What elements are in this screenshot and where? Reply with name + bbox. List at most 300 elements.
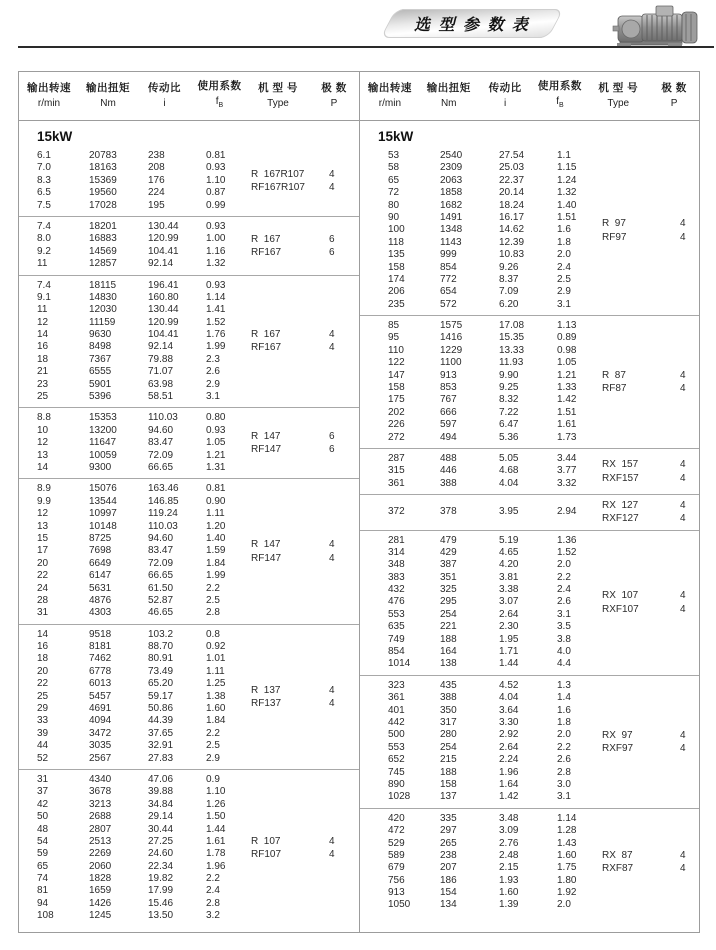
table-body-right — [360, 121, 699, 932]
factor-cell: 2.8 — [206, 897, 220, 909]
speed-cell: 135 — [388, 249, 405, 261]
torque-cell: 12857 — [89, 258, 117, 270]
table-row — [37, 595, 251, 607]
model-cell: R 167 — [251, 329, 281, 341]
speed-cell: 11 — [37, 258, 48, 270]
table-row — [37, 786, 251, 798]
speed-cell: 110 — [388, 344, 404, 356]
table-row — [388, 162, 602, 174]
ratio-cell: 79.88 — [148, 353, 174, 365]
torque-cell: 6778 — [89, 665, 112, 677]
factor-cell: 2.4 — [557, 584, 571, 596]
ratio-cell: 44.39 — [148, 715, 174, 727]
speed-cell: 529 — [388, 837, 405, 849]
factor-cell: 3.77 — [557, 465, 577, 477]
header-zh-label: 机 型 号 — [598, 82, 639, 94]
page-title: 选 型 参 数 表 — [414, 17, 530, 34]
torque-cell: 137 — [440, 791, 457, 803]
ratio-cell: 39.88 — [148, 786, 174, 798]
pole-cell: 6 — [329, 444, 335, 456]
torque-cell: 215 — [440, 754, 457, 766]
speed-cell: 476 — [388, 596, 405, 608]
model-pole-line — [251, 233, 359, 246]
table-body-left — [19, 121, 359, 932]
speed-cell: 9.2 — [37, 245, 51, 257]
torque-cell: 15353 — [89, 412, 117, 424]
torque-cell: 1143 — [440, 236, 462, 248]
torque-cell: 265 — [440, 837, 457, 849]
table-row — [37, 366, 251, 378]
table-row — [37, 175, 251, 187]
model-cell: RF167R107 — [251, 181, 305, 193]
model-pole-block — [602, 369, 710, 395]
table-row — [37, 200, 251, 212]
ratio-cell: 10.83 — [499, 249, 525, 261]
model-pole-block — [251, 684, 359, 710]
pole-cell: 4 — [329, 552, 335, 564]
speed-cell: 58 — [388, 162, 400, 174]
ratio-cell: 4.68 — [499, 465, 519, 477]
table-row — [37, 691, 251, 703]
model-cell: R 167 — [251, 233, 281, 245]
table-row — [388, 850, 602, 862]
speed-cell: 8.0 — [37, 233, 51, 245]
ratio-cell: 1.60 — [499, 887, 519, 899]
group-rows — [19, 221, 251, 271]
torque-cell: 9630 — [89, 329, 112, 341]
factor-cell: 2.2 — [206, 873, 220, 885]
pole-cell: 4 — [329, 181, 335, 193]
model-pole-line — [602, 849, 710, 862]
table-row — [388, 299, 602, 311]
table-row — [388, 432, 602, 444]
torque-cell: 7698 — [89, 545, 112, 557]
speed-cell: 175 — [388, 394, 405, 406]
pole-cell: 4 — [680, 459, 686, 471]
ratio-cell: 92.14 — [148, 258, 174, 270]
factor-cell: 1.52 — [557, 546, 577, 558]
table-group — [360, 808, 699, 916]
ratio-cell: 1.42 — [499, 791, 519, 803]
ratio-cell: 22.37 — [499, 174, 525, 186]
factor-cell: 1.21 — [557, 369, 577, 381]
factor-cell: 4.4 — [557, 658, 571, 670]
torque-cell: 8498 — [89, 341, 112, 353]
ratio-cell: 1.93 — [499, 874, 519, 886]
model-cell: R 167R107 — [251, 168, 305, 180]
group-rows — [19, 412, 251, 474]
speed-cell: 315 — [388, 465, 405, 477]
table-row — [388, 609, 602, 621]
factor-cell: 1.28 — [557, 825, 577, 837]
torque-cell: 1416 — [440, 332, 463, 344]
header-col-2 — [420, 81, 478, 111]
table-row — [37, 221, 251, 233]
speed-cell: 1050 — [388, 899, 411, 911]
table-row — [37, 583, 251, 595]
ratio-cell: 3.30 — [499, 717, 519, 728]
factor-cell: 1.00 — [206, 233, 226, 245]
speed-cell: 272 — [388, 431, 405, 443]
speed-cell: 95 — [388, 332, 400, 344]
ratio-cell: 8.32 — [499, 394, 519, 406]
table-row — [37, 246, 251, 258]
factor-cell: 1.44 — [206, 823, 226, 835]
table-row — [388, 634, 602, 646]
table-row — [37, 607, 251, 619]
speed-cell: 147 — [388, 369, 405, 381]
model-cell: RX 107 — [602, 590, 639, 602]
factor-cell: 1.8 — [557, 717, 571, 728]
factor-cell: 3.5 — [557, 621, 571, 633]
title-banner — [380, 9, 563, 38]
factor-cell: 2.2 — [557, 571, 571, 583]
ratio-cell: 8.37 — [499, 273, 519, 285]
table-row — [37, 898, 251, 910]
speed-cell: 81 — [37, 885, 49, 897]
gear-motor-photo-icon — [612, 2, 704, 48]
speed-cell: 80 — [388, 199, 400, 211]
pole-cell: 4 — [680, 863, 686, 875]
torque-cell: 7462 — [89, 653, 112, 665]
group-rows — [360, 535, 602, 671]
speed-cell: 679 — [388, 862, 405, 874]
speed-cell: 235 — [388, 298, 405, 310]
speed-cell: 37 — [37, 786, 49, 798]
speed-cell: 20 — [37, 665, 49, 677]
speed-cell: 553 — [388, 741, 405, 753]
torque-cell: 221 — [440, 621, 457, 633]
ratio-cell: 3.48 — [499, 812, 519, 824]
factor-cell: 1.15 — [557, 162, 577, 174]
ratio-cell: 6.47 — [499, 419, 519, 431]
torque-cell: 387 — [440, 559, 457, 571]
ratio-cell: 66.65 — [148, 461, 174, 473]
torque-cell: 18163 — [89, 162, 117, 174]
torque-cell: 9518 — [89, 628, 112, 640]
table-row — [37, 304, 251, 316]
table-row — [388, 187, 602, 199]
table-row — [388, 465, 602, 477]
ratio-cell: 73.49 — [148, 665, 174, 677]
table-row — [37, 341, 251, 353]
ratio-cell: 14.62 — [499, 224, 525, 236]
speed-cell: 287 — [388, 452, 405, 464]
speed-cell: 42 — [37, 798, 49, 810]
torque-cell: 280 — [440, 729, 457, 741]
table-row — [37, 824, 251, 836]
table-row — [388, 779, 602, 791]
factor-cell: 1.14 — [557, 812, 577, 824]
header-col-1 — [19, 81, 79, 111]
table-row — [37, 450, 251, 462]
factor-cell: 1.10 — [206, 786, 226, 798]
table-row — [37, 496, 251, 508]
torque-cell: 772 — [440, 273, 457, 285]
ratio-cell: 146.85 — [148, 495, 179, 507]
torque-cell: 435 — [440, 679, 457, 691]
table-group — [19, 624, 359, 769]
model-pole-line — [251, 181, 359, 194]
speed-cell: 50 — [37, 811, 49, 823]
speed-cell: 432 — [388, 584, 405, 596]
ratio-cell: 17.08 — [499, 320, 525, 332]
ratio-cell: 2.15 — [499, 862, 519, 874]
factor-cell: 1.61 — [206, 835, 226, 847]
torque-cell: 295 — [440, 596, 457, 608]
table-row — [37, 425, 251, 437]
table-row — [388, 478, 602, 490]
factor-cell: 2.0 — [557, 729, 571, 741]
torque-cell: 378 — [440, 506, 457, 518]
model-pole-line — [251, 684, 359, 697]
factor-cell: 0.80 — [206, 412, 226, 424]
torque-cell: 913 — [440, 369, 457, 381]
torque-cell: 853 — [440, 382, 457, 394]
factor-cell: 2.2 — [206, 727, 220, 739]
factor-cell: 3.32 — [557, 477, 577, 489]
model-pole-line — [251, 341, 359, 354]
pole-cell: 4 — [329, 836, 335, 848]
factor-cell: 0.92 — [206, 641, 226, 653]
torque-cell: 2063 — [440, 174, 463, 186]
torque-cell: 188 — [440, 633, 457, 645]
factor-cell: 2.6 — [557, 754, 571, 766]
speed-cell: 10 — [37, 424, 49, 436]
factor-cell: 0.93 — [206, 220, 226, 232]
torque-cell: 188 — [440, 766, 457, 778]
pole-cell: 4 — [680, 603, 686, 615]
ratio-cell: 9.25 — [499, 382, 519, 394]
factor-cell: 2.2 — [206, 582, 220, 594]
factor-cell: 2.2 — [557, 741, 571, 753]
table-row — [388, 175, 602, 187]
table-row — [388, 370, 602, 382]
speed-cell: 6.5 — [37, 187, 51, 199]
model-cell: RX 157 — [602, 459, 639, 471]
speed-cell: 202 — [388, 406, 405, 418]
factor-cell: 2.8 — [557, 766, 571, 778]
ratio-cell: 27.83 — [148, 752, 174, 764]
ratio-cell: 3.38 — [499, 584, 519, 596]
torque-cell: 2688 — [89, 811, 112, 823]
group-rows — [360, 813, 602, 912]
model-cell: RXF157 — [602, 472, 639, 484]
table-row — [37, 379, 251, 391]
model-cell: R 137 — [251, 684, 281, 696]
group-rows — [360, 320, 602, 444]
header-en-label: Type — [607, 98, 630, 109]
table-row — [37, 715, 251, 727]
header-en-label: Nm — [100, 98, 116, 109]
header-col-1 — [360, 81, 420, 111]
factor-cell: 1.96 — [206, 860, 226, 872]
ratio-cell: 2.76 — [499, 837, 519, 849]
torque-cell: 10059 — [89, 449, 117, 461]
factor-cell: 1.40 — [557, 199, 577, 211]
factor-cell: 1.60 — [557, 849, 577, 861]
table-row — [37, 462, 251, 474]
pole-cell: 6 — [329, 233, 335, 245]
speed-cell: 1028 — [388, 791, 411, 803]
model-pole-block — [251, 328, 359, 354]
table-row — [37, 292, 251, 304]
torque-cell: 11159 — [89, 316, 116, 328]
factor-cell: 1.99 — [206, 341, 226, 353]
factor-cell: 1.60 — [206, 703, 226, 715]
torque-cell: 999 — [440, 249, 457, 261]
speed-cell: 749 — [388, 633, 405, 645]
table-row — [388, 286, 602, 298]
table-row — [37, 508, 251, 520]
pole-cell: 4 — [680, 383, 686, 395]
pole-cell: 4 — [329, 849, 335, 861]
speed-cell: 361 — [388, 692, 405, 704]
ratio-cell: 4.65 — [499, 546, 519, 558]
ratio-cell: 80.91 — [148, 653, 174, 665]
factor-cell: 1.25 — [206, 678, 226, 690]
table-row — [388, 274, 602, 286]
speed-cell: 7.4 — [37, 220, 51, 232]
table-row — [37, 412, 251, 424]
torque-cell: 2309 — [440, 162, 463, 174]
model-pole-line — [251, 430, 359, 443]
speed-cell: 589 — [388, 849, 405, 861]
torque-cell: 3035 — [89, 740, 112, 752]
table-row — [37, 629, 251, 641]
speed-cell: 15 — [37, 532, 49, 544]
torque-cell: 2540 — [440, 150, 463, 161]
speed-cell: 226 — [388, 419, 405, 431]
factor-cell: 0.89 — [557, 332, 577, 344]
ratio-cell: 16.17 — [499, 211, 525, 223]
torque-cell: 5396 — [89, 391, 112, 403]
torque-cell: 494 — [440, 431, 457, 443]
ratio-cell: 4.52 — [499, 679, 519, 691]
speed-cell: 7.5 — [37, 199, 51, 211]
ratio-cell: 3.09 — [499, 825, 519, 837]
torque-cell: 6555 — [89, 366, 112, 378]
factor-cell: 3.44 — [557, 452, 577, 464]
speed-cell: 74 — [37, 873, 49, 885]
table-row — [37, 391, 251, 403]
speed-cell: 174 — [388, 273, 405, 285]
factor-cell: 1.51 — [557, 211, 577, 223]
model-pole-block — [251, 168, 359, 194]
torque-cell: 572 — [440, 298, 457, 310]
speed-cell: 158 — [388, 382, 405, 394]
model-cell: RX 97 — [602, 729, 633, 741]
torque-cell: 317 — [440, 717, 457, 728]
ratio-cell: 4.04 — [499, 477, 519, 489]
torque-cell: 597 — [440, 419, 457, 431]
header-en-label: $f_B$ — [215, 96, 224, 109]
model-cell: RF107 — [251, 849, 282, 861]
speed-cell: 372 — [388, 506, 405, 518]
factor-cell: 1.84 — [206, 715, 226, 727]
model-pole-line — [602, 729, 710, 742]
pole-cell: 4 — [329, 329, 335, 341]
ratio-cell: 32.91 — [148, 740, 174, 752]
torque-cell: 350 — [440, 704, 457, 716]
table-row — [388, 407, 602, 419]
group-rows — [19, 774, 251, 923]
factor-cell: 2.5 — [206, 594, 220, 606]
table-row — [388, 453, 602, 465]
factor-cell: 3.0 — [557, 778, 571, 790]
torque-cell: 7367 — [89, 353, 112, 365]
table-row — [37, 545, 251, 557]
ratio-cell: 5.19 — [499, 534, 519, 546]
ratio-cell: 238 — [148, 150, 165, 161]
factor-cell: 2.3 — [206, 353, 220, 365]
torque-cell: 2567 — [89, 752, 112, 764]
pole-cell: 4 — [680, 369, 686, 381]
speed-cell: 348 — [388, 559, 405, 571]
header-zh-label: 机 型 号 — [258, 82, 298, 94]
table-row — [37, 280, 251, 292]
factor-cell: 1.8 — [557, 236, 571, 248]
torque-cell: 8725 — [89, 532, 112, 544]
table-row — [388, 212, 602, 224]
ratio-cell: 1.95 — [499, 633, 519, 645]
factor-cell: 1.14 — [206, 291, 226, 303]
table-header-left — [19, 72, 359, 121]
factor-cell: 2.9 — [206, 378, 220, 390]
speed-cell: 39 — [37, 727, 49, 739]
model-cell: RX 87 — [602, 850, 633, 862]
ratio-cell: 63.98 — [148, 378, 174, 390]
model-pole-line — [602, 589, 710, 602]
header-zh-label: 输出扭矩 — [426, 82, 471, 94]
speed-cell: 16 — [37, 641, 49, 653]
torque-cell: 1575 — [440, 320, 463, 332]
speed-cell: 361 — [388, 477, 405, 489]
speed-cell: 21 — [37, 366, 49, 378]
table-row — [388, 658, 602, 670]
table-row — [388, 729, 602, 741]
table-row — [37, 811, 251, 823]
model-cell: RF147 — [251, 444, 282, 456]
model-pole-block — [251, 430, 359, 456]
ratio-cell: 5.05 — [499, 452, 519, 464]
torque-cell: 15076 — [89, 483, 117, 495]
speed-cell: 756 — [388, 874, 405, 886]
model-pole-block — [602, 589, 710, 615]
model-cell: R 147 — [251, 539, 281, 551]
model-pole-line — [602, 458, 710, 471]
ratio-cell: 20.14 — [499, 187, 525, 199]
torque-cell: 207 — [440, 862, 457, 874]
ratio-cell: 176 — [148, 174, 165, 186]
speed-cell: 48 — [37, 823, 49, 835]
factor-cell: 1.50 — [206, 811, 226, 823]
speed-cell: 16 — [37, 341, 49, 353]
ratio-cell: 9.90 — [499, 369, 519, 381]
ratio-cell: 72.09 — [148, 557, 174, 569]
model-pole-line — [602, 231, 710, 244]
torque-cell: 2513 — [89, 835, 112, 847]
pole-cell: 4 — [680, 742, 686, 754]
table-row — [37, 753, 251, 765]
factor-cell: 2.4 — [206, 885, 220, 897]
header-col-6 — [309, 81, 359, 111]
ratio-cell: 7.09 — [499, 286, 519, 298]
ratio-cell: 130.44 — [148, 220, 179, 232]
model-pole-line — [602, 499, 710, 512]
ratio-cell: 120.99 — [148, 233, 179, 245]
speed-cell: 383 — [388, 571, 405, 583]
